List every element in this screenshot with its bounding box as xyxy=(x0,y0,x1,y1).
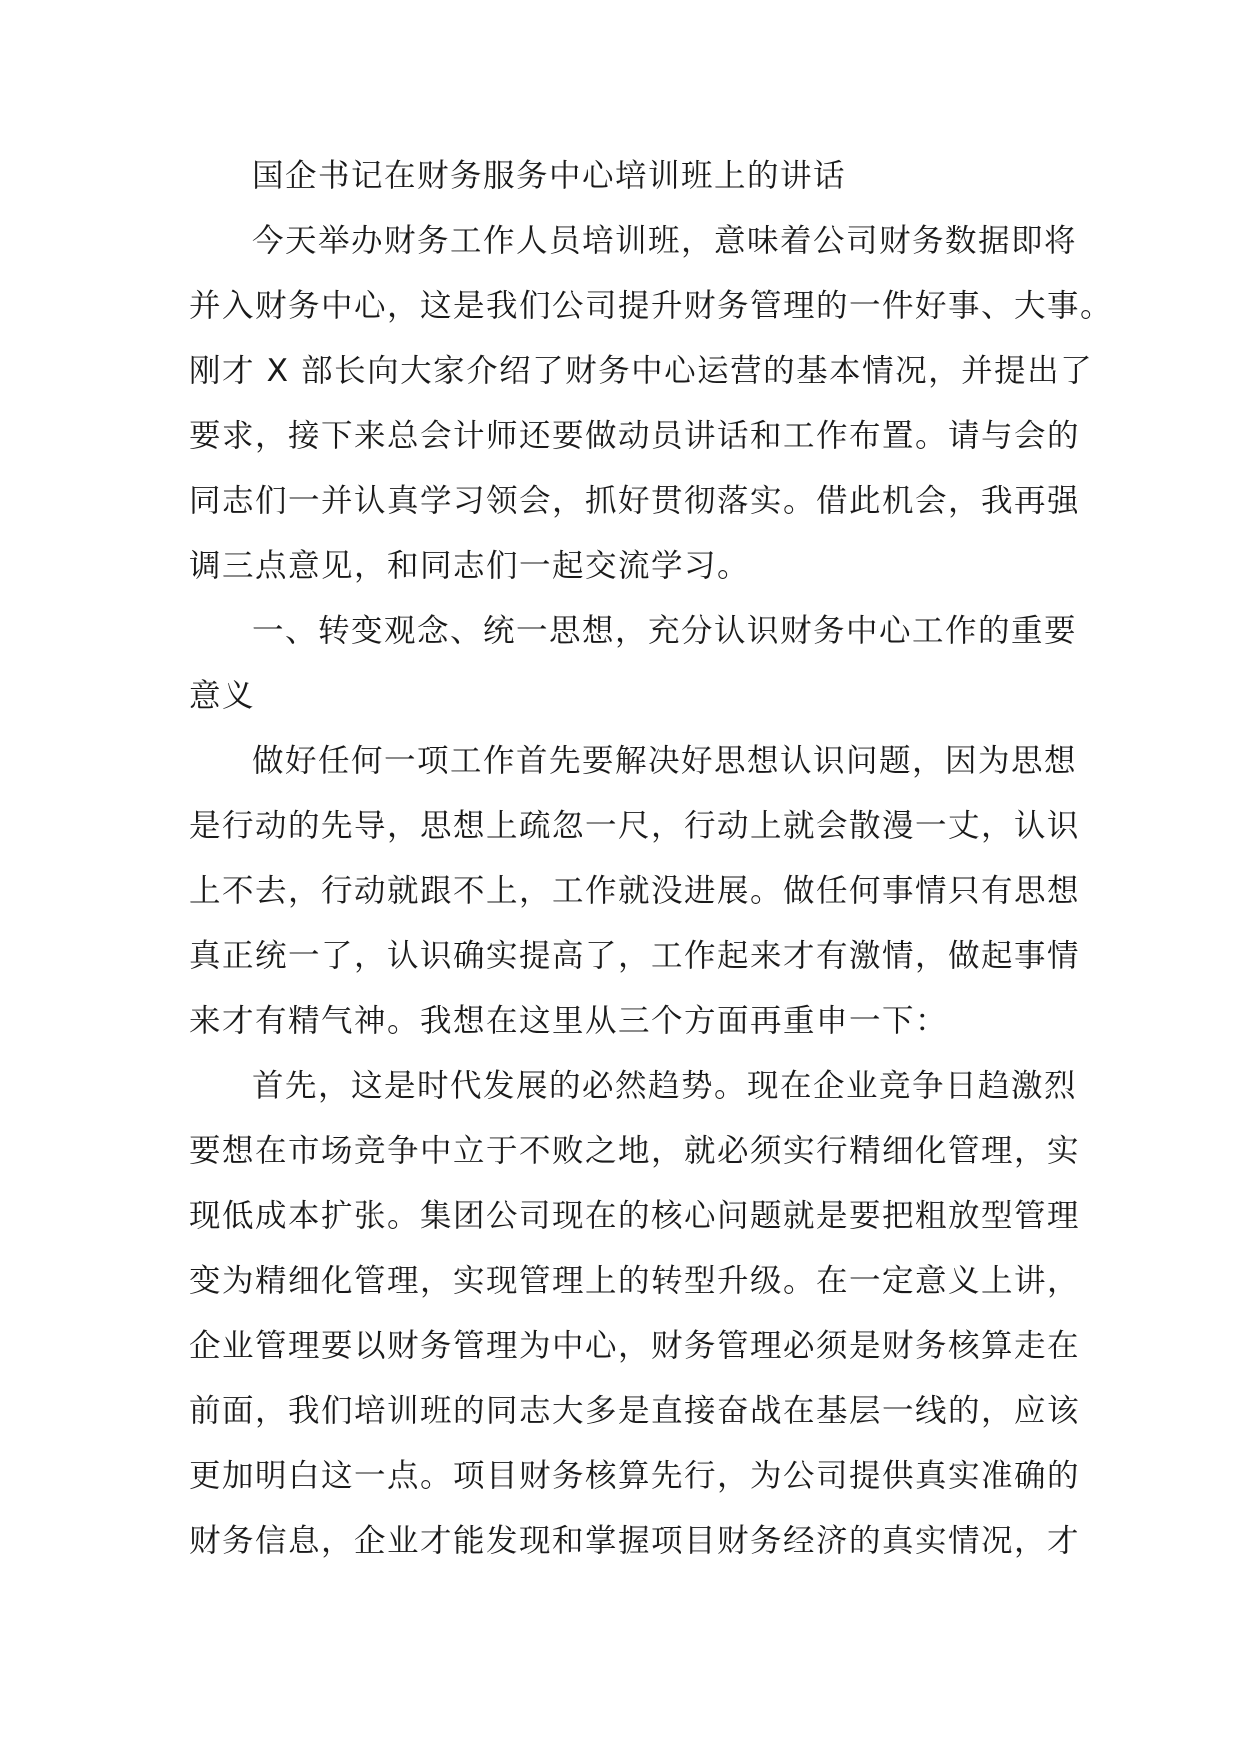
document-title: 国企书记在财务服务中心培训班上的讲话 xyxy=(252,158,847,194)
paragraph-line: 现低成本扩张。集团公司现在的核心问题就是要把粗放型管理 xyxy=(189,1198,1081,1234)
document-body xyxy=(189,144,1114,1574)
paragraph-line: 刚才 X 部长向大家介绍了财务中心运营的基本情况，并提出了 xyxy=(189,353,1094,389)
paragraph-line: 更加明白这一点。项目财务核算先行，为公司提供真实准确的 xyxy=(189,1458,1081,1494)
paragraph-line: 真正统一了，认识确实提高了，工作起来才有激情，做起事情 xyxy=(189,938,1081,974)
paragraph-line: 同志们一并认真学习领会，抓好贯彻落实。借此机会，我再强 xyxy=(189,483,1081,519)
paragraph-line: 财务信息，企业才能发现和掌握项目财务经济的真实情况，才 xyxy=(189,1523,1081,1559)
paragraph-line: 是行动的先导，思想上疏忽一尺，行动上就会散漫一丈，认识 xyxy=(189,808,1081,844)
paragraph-line: 要求，接下来总会计师还要做动员讲话和工作布置。请与会的 xyxy=(189,418,1081,454)
paragraph-line: 企业管理要以财务管理为中心，财务管理必须是财务核算走在 xyxy=(189,1328,1081,1364)
section-heading-line: 意义 xyxy=(189,678,256,714)
paragraph-line: 变为精细化管理，实现管理上的转型升级。在一定意义上讲， xyxy=(189,1263,1081,1299)
paragraph-line: 来才有精气神。我想在这里从三个方面再重申一下： xyxy=(189,1003,949,1039)
paragraph-line: 并入财务中心，这是我们公司提升财务管理的一件好事、大事。 xyxy=(189,288,1114,324)
section-heading-line: 一、转变观念、统一思想，充分认识财务中心工作的重要 xyxy=(252,613,1078,649)
paragraph-line: 要想在市场竞争中立于不败之地，就必须实行精细化管理，实 xyxy=(189,1133,1081,1169)
paragraph-line: 做好任何一项工作首先要解决好思想认识问题，因为思想 xyxy=(252,743,1078,779)
paragraph-line: 调三点意见，和同志们一起交流学习。 xyxy=(189,548,751,584)
paragraph-line: 前面，我们培训班的同志大多是直接奋战在基层一线的，应该 xyxy=(189,1393,1081,1429)
paragraph-line: 上不去，行动就跟不上，工作就没进展。做任何事情只有思想 xyxy=(189,873,1081,909)
paragraph-line: 首先，这是时代发展的必然趋势。现在企业竞争日趋激烈 xyxy=(252,1068,1078,1104)
paragraph-line: 今天举办财务工作人员培训班，意味着公司财务数据即将 xyxy=(252,223,1078,259)
